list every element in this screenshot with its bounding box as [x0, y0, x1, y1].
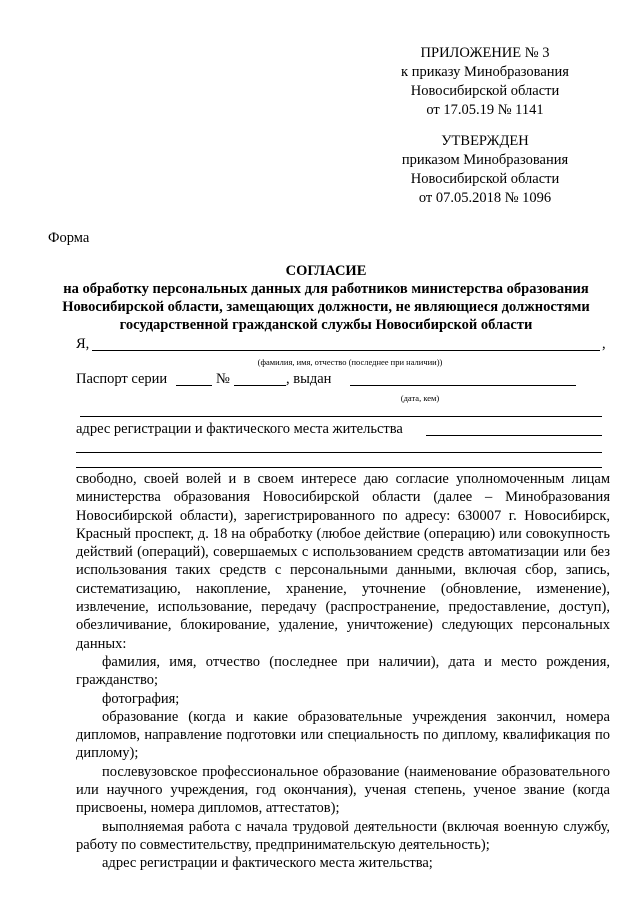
title-line-3: Новосибирской области, замещающих должности, не являющиеся должностями [62, 299, 590, 315]
i-end-comma: , [602, 336, 606, 352]
item-education: образование (когда и какие образовательные учреждения закончил, номера дипломов, направление подготовки или специальность по диплому, квалификация по диплому); [76, 708, 610, 762]
title-line-2: на обработку персональных данных для работников министерства образования [63, 281, 589, 297]
issued-continuation-line[interactable] [80, 416, 602, 417]
address-label: адрес регистрации и фактического места жительства [76, 421, 403, 437]
title-line-4: государственной гражданской службы Новосибирской области [119, 317, 533, 333]
i-label: Я, [76, 336, 90, 352]
consent-intro: свободно, своей волей и в своем интересе даю согласие уполномоченным лицам министерства образования Новосибирской области (далее – Минобразования Новосибирской области), зарегистрированного по адресу: 630007 г. Новосибирск, Красный проспект, д. 18 на обработку (любое действие (операцию) или совокупность действий (операций), совершаемых с использованием средств автоматизации или без использования таких средств с персональными данными, включая сбор, запись, систематизацию, накопление, хранение, уточнение (обновление, изменение), извлечение, использование, передачу (распространение, предоставление, доступ), обезличивание, блокирование, удаление, уничтожение) следующих персональных данных: [76, 471, 610, 652]
issued-hint: (дата, кем) [400, 393, 440, 403]
passport-series-line[interactable] [176, 385, 212, 386]
item-photo: фотография; [102, 690, 180, 707]
approved-line-3: Новосибирской области [410, 171, 560, 187]
address-line-1[interactable] [426, 435, 602, 436]
title-line-1: СОГЛАСИЕ [285, 263, 367, 279]
passport-number-line[interactable] [234, 385, 286, 386]
fio-input-line[interactable] [92, 350, 600, 351]
appendix-line-4: от 17.05.19 № 1141 [426, 102, 544, 118]
address-line-3[interactable] [76, 467, 602, 468]
item-address: адрес регистрации и фактического места жительства; [102, 855, 433, 872]
address-line-2[interactable] [76, 452, 602, 453]
approved-line-1: УТВЕРЖДЕН [441, 133, 529, 149]
appendix-line-1: ПРИЛОЖЕНИЕ № 3 [420, 45, 550, 61]
form-label: Форма [48, 230, 90, 246]
approved-line-4: от 07.05.2018 № 1096 [418, 190, 552, 206]
appendix-line-3: Новосибирской области [410, 83, 560, 99]
fio-hint: (фамилия, имя, отчество (последнее при наличии)) [257, 357, 443, 367]
item-postgraduate: послевузовское профессиональное образование (наименование образовательного или научного учреждения, год окончания), ученая степень, ученое звание (когда присвоены, номера дипломов, аттестатов); [76, 763, 610, 817]
approved-block [360, 132, 610, 208]
item-work: выполняемая работа с начала трудовой деятельности (включая военную службу, работу по совместительству, предпринимательскую деятельность); [76, 818, 610, 853]
item-fio: фамилия, имя, отчество (последнее при наличии), дата и место рождения, гражданство; [76, 653, 610, 689]
passport-label: Паспорт серии [76, 371, 168, 387]
issued-label: , выдан [286, 371, 332, 387]
appendix-line-2: к приказу Минобразования [401, 64, 569, 80]
consent-title [40, 262, 612, 334]
number-label: № [216, 371, 230, 387]
approved-line-2: приказом Минобразования [401, 152, 569, 168]
appendix-block [360, 44, 610, 120]
issued-line[interactable] [350, 385, 576, 386]
consent-body [76, 470, 610, 873]
